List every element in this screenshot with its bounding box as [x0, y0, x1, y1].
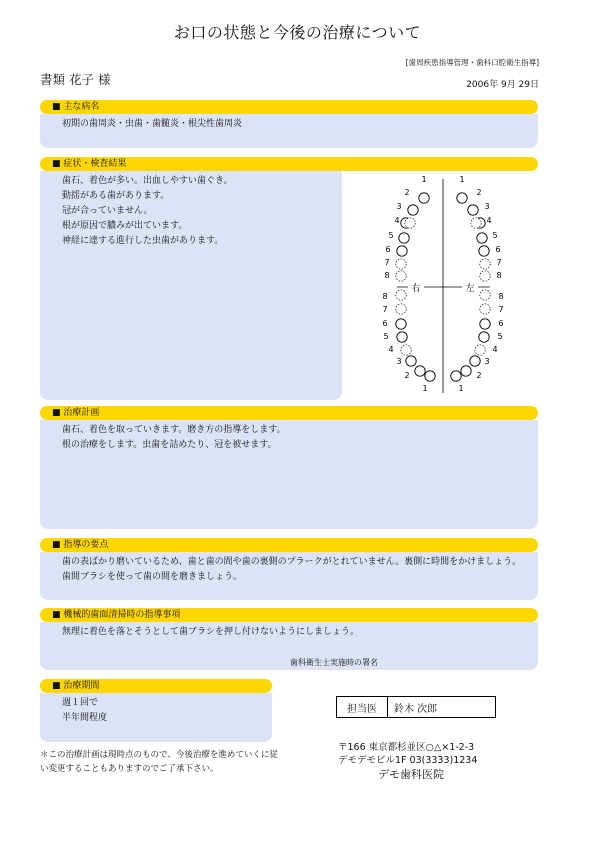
tooth-number: 4 [394, 216, 400, 225]
symptom-line: 根が原因で膿みが出ています。 [62, 221, 188, 231]
dentist-label: 担当医 [337, 697, 388, 718]
chart-right-label: 右 [411, 284, 421, 294]
dentist-table [336, 696, 496, 718]
tooth [396, 319, 406, 329]
tooth-number: 6 [385, 245, 391, 254]
tooth-number: 6 [382, 319, 388, 328]
tooth-number: 6 [498, 319, 504, 328]
tooth [479, 246, 489, 256]
footnote: ＊この治療計画は現時点のもので、今後治療を進めていくに従い変更することもありますのでご了承下さい。 [40, 750, 278, 774]
plan-line: 根の治療をします。虫歯を詰めたり、冠を被せます。 [62, 440, 277, 450]
tooth-number: 7 [384, 258, 390, 267]
tooth-number: 3 [396, 202, 402, 211]
chart-left-label: 左 [465, 284, 475, 294]
tooth-number: 1 [421, 175, 427, 184]
disease-box [40, 114, 538, 148]
tooth-number: 7 [382, 305, 388, 314]
tooth-number: 8 [496, 271, 502, 280]
clinic-address: 〒166 東京都杉並区○△×1-2-3 [338, 742, 475, 753]
page-title: お口の状態と今後の治療について [173, 23, 422, 42]
tooth [397, 332, 407, 342]
symptoms-box [40, 171, 342, 400]
tooth [480, 304, 490, 314]
tooth-number: 4 [388, 345, 394, 354]
clinic-building: デモデモビル1F 03(3333)1234 [338, 755, 478, 766]
tooth [477, 233, 487, 243]
plan-header: ■ 治療計画 [40, 406, 538, 420]
tooth-number: 6 [495, 245, 501, 254]
tooth [425, 371, 435, 381]
tooth [396, 259, 406, 269]
tooth-number: 3 [396, 357, 402, 366]
guidance-box [40, 552, 538, 600]
tooth-number: 5 [492, 231, 498, 240]
header-note: [歯周疾患指導管理・歯科口腔衛生指導] [405, 58, 539, 67]
period-header: ■ 治療期間 [40, 679, 272, 693]
tooth-number: 3 [484, 202, 490, 211]
tooth-number: 1 [422, 384, 428, 393]
period-line: 半年間程度 [62, 713, 108, 723]
tooth [480, 259, 490, 269]
tooth [480, 290, 490, 300]
tooth-number: 5 [497, 332, 503, 341]
tooth-number: 8 [498, 292, 504, 301]
tooth [396, 304, 406, 314]
symptoms-header: ■ 症状・検査結果 [40, 157, 538, 171]
plan-box [40, 420, 538, 529]
symptom-line: 動揺がある歯があります。 [62, 191, 170, 201]
tooth [471, 218, 481, 228]
dentist-name: 鈴木 次郎 [388, 697, 496, 718]
tooth [480, 271, 490, 281]
tooth-number: 2 [476, 371, 482, 380]
patient-name: 書類 花子 様 [40, 72, 111, 87]
tooth-number: 5 [383, 332, 389, 341]
tooth-number: 3 [484, 357, 490, 366]
tooth-number: 4 [492, 345, 498, 354]
disease-line: 初期の歯周炎・虫歯・歯髄炎・根尖性歯周炎 [62, 119, 243, 129]
tooth [475, 345, 485, 355]
tooth [480, 319, 490, 329]
tooth [415, 366, 425, 376]
period-line: 週１回で [62, 698, 99, 708]
tooth-number: 4 [486, 216, 492, 225]
tooth-number: 7 [498, 305, 504, 314]
tooth [399, 233, 409, 243]
document-date: 2006年 9月 29日 [466, 80, 539, 90]
disease-header: ■ 主な病名 [40, 100, 538, 114]
tooth-number: 8 [382, 292, 388, 301]
guidance-header: ■ 指導の要点 [40, 538, 538, 552]
tooth [406, 356, 416, 366]
tooth [405, 218, 415, 228]
tooth [419, 193, 429, 203]
plan-line: 歯石、着色を取っていきます。磨き方の指導をします。 [62, 425, 286, 435]
tooth [479, 332, 489, 342]
tooth-number: 8 [384, 271, 390, 280]
tooth-number: 7 [496, 258, 502, 267]
tooth [397, 246, 407, 256]
tooth-number: 5 [388, 231, 394, 240]
tooth [470, 356, 480, 366]
guidance-text: 歯の表ばかり磨いているため、歯と歯の間や歯の裏側のプラークがとれていません。裏側に時間をかけましょう。歯間ブラシを使って歯の間を磨きましょう。 [62, 557, 522, 582]
tooth [401, 345, 411, 355]
tooth [408, 205, 418, 215]
tooth [457, 193, 467, 203]
cleaning-text: 無理に着色を落とそうとして歯ブラシを押し付けないようにしましょう。 [62, 627, 360, 637]
tooth [451, 371, 461, 381]
tooth-number: 1 [459, 175, 465, 184]
tooth [396, 290, 406, 300]
clinic-name: デモ歯科医院 [378, 768, 444, 781]
symptom-line: 冠が合っていません。 [62, 206, 153, 216]
dental-chart [345, 171, 538, 400]
symptom-line: 神経に達する進行した虫歯があります。 [62, 236, 224, 246]
symptom-line: 歯石、着色が多い。出血しやすい歯ぐき。 [62, 176, 233, 186]
tooth [468, 205, 478, 215]
period-box [40, 693, 272, 742]
tooth [461, 366, 471, 376]
tooth-number: 2 [404, 188, 410, 197]
tooth-number: 2 [404, 371, 410, 380]
cleaning-header: ■ 機械的歯面清掃時の指導事項 [40, 608, 538, 622]
tooth-number: 1 [458, 384, 464, 393]
cleaning-box [40, 622, 538, 670]
tooth-number: 2 [476, 188, 482, 197]
signature-label: 歯科衛生士実施時の署名 [290, 658, 378, 667]
tooth [396, 271, 406, 281]
